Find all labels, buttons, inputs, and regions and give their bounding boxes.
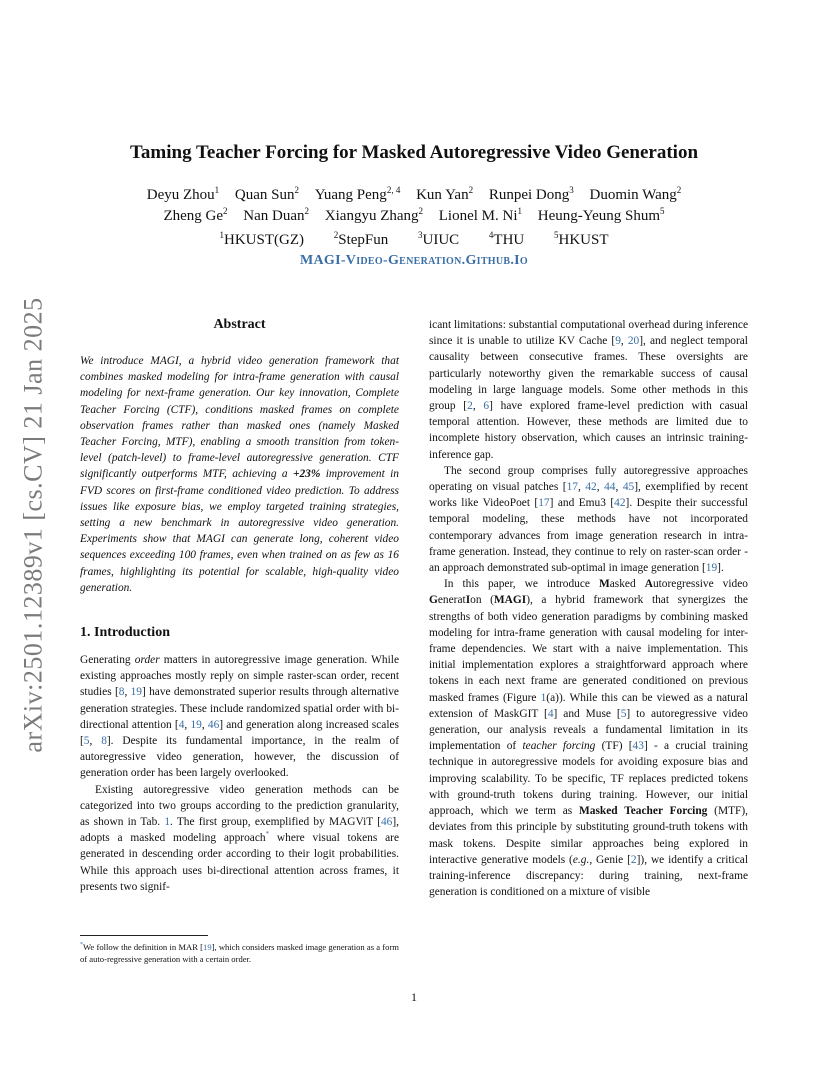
author: Kun Yan$^2$ [416,185,474,203]
citation-link[interactable]: 46 [207,718,220,731]
arxiv-identifier-stamp [16,290,52,760]
affiliation: $^4$THU [488,230,525,248]
citation-link[interactable]: 9 [615,335,621,348]
abstract-highlight: +23% [292,468,321,481]
citation-link[interactable]: 45 [622,481,635,494]
citation-link[interactable]: 19 [705,562,718,575]
citation-link[interactable]: 17 [538,497,550,510]
author-line-1 [70,185,758,206]
page-number: 1 [411,990,417,1004]
citation-link[interactable]: 43 [632,740,644,753]
abstract-text: We introduce MAGI, a hybrid video generation framework that combines masked modeling for intra-frame generation with causal modeling for next-frame generation. Our key innovation, Complete Teacher Forcing (CTF), conditions masked frames on complete observation frames rather than masked ones (namely Masked Teacher Forcing, MTF), enabling a smooth transition from token-level (patch-level) to frame-level autoregressive generation. CTF significantly outperforms MTF, achieving a +23% improvement in FVD scores on first-frame conditioned video prediction. To address issues like exposure bias, we employ targeted training strategies, setting a new benchmark in autoregressive video generation. Experiments show that MAGI can generate long, coherent video sequences exceeding 100 frames, even when trained on as few as 16 frames, highlighting its potential for scalable, high-quality video generation. [80,355,399,594]
mtf-term: Masked Teacher Forcing [579,805,708,818]
table-reference-link[interactable]: 1 [164,816,171,829]
introduction-heading: 1. Introduction [80,625,170,641]
author: Duomin Wang$^2$ [589,185,682,203]
citation-link[interactable]: 8 [118,686,125,699]
arxiv-stamp-text: arXiv:2501.12389v1 [cs.CV] 21 Jan 2025 [19,297,48,753]
citation-link[interactable]: 46 [380,816,393,829]
footnote-mark: * [80,942,83,948]
author: Heung-Yeung Shum$^5$ [537,206,665,224]
intro-paragraph: Generating order matters in autoregressive image generation. While existing approaches mostly reply on simple raster-scan order, recent studies [8, 19] have demonstrated superior results through alternative generation strategies. These include randomized spatial order with bi-directional attention [4, 19, 46] and generation along increased scales [5, 8]. Despite its fundamental importance, in the realm of autoregressive video generation, however, the discussion of generation order has been largely overlooked. [80,654,400,780]
citation-link[interactable]: 42 [614,497,626,510]
citation-link[interactable]: 42 [585,481,597,494]
citation-link[interactable]: 20 [627,335,640,348]
citation-link[interactable]: 4 [547,707,554,720]
citation-link[interactable]: 19 [190,718,202,731]
citation-link[interactable]: 19 [203,941,212,952]
figure-reference-link[interactable]: 1 [540,691,547,704]
paper-title: Taming Teacher Forcing for Masked Autoregressive Video Generation [129,142,699,163]
author-list [70,185,758,227]
body-paragraph: icant limitations: substantial computational overhead during inference since it is unable to utilize KV Cache [9, 20], and neglect temporal causality between consecutive frames. These oversights are particularly noteworthy given the remarkable success of causal modeling in large language models. Some other methods in this group [2, 6] have explored frame-level prediction with casual temporal attention. However, these methods are limited due to incomplete history observation, which causes an intrinsic training-inference gap. [429,319,748,461]
affiliation: $^5$HKUST [554,230,609,248]
project-page-link[interactable]: MAGI-Video-Generation.Github.Io [299,253,529,268]
footnote-marker[interactable]: * [265,830,270,839]
citation-link[interactable]: 8 [101,735,107,748]
author: Lionel M. Ni$^1$ [438,206,523,224]
author: Deyu Zhou$^1$ [146,185,220,203]
paper-header [70,140,758,271]
citation-link[interactable]: 5 [620,707,627,720]
citation-link[interactable]: 19 [130,686,142,699]
footnote: *We follow the definition in MAR [19], which considers masked image generation as a form of auto-regressive generation with a certain order. [80,941,399,964]
author: Quan Sun$^2$ [234,185,299,203]
citation-link[interactable]: 2 [467,400,473,413]
affiliation: $^1$HKUST(GZ) [219,230,304,248]
intro-paragraph: Existing autoregressive video generation methods can be categorized into two groups according to the prediction granularity, as shown in Tab. 1. The first group, exemplified by MAGViT [46], adopts a masked modeling approach* where visual tokens are generated in descending order according to their logit probabilities. While this approach uses bi-directional attention across frames, it presents two signif- [80,783,399,893]
citation-link[interactable]: 5 [83,735,90,748]
left-column [80,313,399,895]
author: Yuang Peng$^{2, 4}$ [314,185,401,203]
method-name: MAGI [493,594,527,607]
citation-link[interactable]: 2 [630,853,637,866]
abstract-heading: Abstract [213,317,266,332]
author: Runpei Dong$^3$ [488,185,574,203]
affiliation: $^2$StepFun [333,230,389,248]
citation-link[interactable]: 6 [483,400,490,413]
author: Nan Duan$^2$ [243,206,310,224]
right-column [429,317,748,900]
citation-link[interactable]: 4 [178,718,185,731]
affiliation: $^3$UIUC [418,230,460,248]
body-paragraph: The second group comprises fully autoregressive approaches operating on visual patches [17, 42, 44, 45], exemplified by recent works like VideoPoet [17] and Emu3 [42]. Despite their successful temporal modeling, these methods have not incorporated contemporary advances from image generation research in intra-frame generation. Instead, they continue to rely on raster-scan order - an approach demonstrated sub-optimal in image generation [19]. [429,464,748,575]
body-paragraph: In this paper, we introduce Masked Autoregressive video GeneratIon (MAGI), a hybrid framework that synergizes the strengths of both video generation paradigms by combining masked modeling for intra-frame generation with causal modeling for inter-frame dependencies. We start with a naive implementation. This initial implementation explores a straightforward approach where tokens in each next frame are generated conditioned on previous masked frames (Figure 1(a)). While this can be viewed as a natural extension of MaskGIT [4] and Muse [5] to autoregressive video generation, our analysis reveals a fundamental limitation in its implementation of teacher forcing (TF) [43] - a crucial training technique in autoregressive models for avoiding exposure bias and improving scalability. To be specific, TF replaces predicted tokens with ground-truth tokens during training. However, our initial approach, which we term as Masked Teacher Forcing (MTF), deviates from this principle by substituting ground-truth tokens with mask tokens. Despite similar approaches being explored in interactive generative models (e.g., Genie [2]), we identify a critical training-inference discrepancy: during training, next-frame generation is conditioned on a mixture of visible [429,578,749,899]
footnote-divider [80,935,208,936]
affiliation-list [70,230,758,251]
author: Xiangyu Zhang$^2$ [324,206,424,224]
author-line-2 [70,206,758,227]
citation-link[interactable]: 17 [566,481,578,494]
citation-link[interactable]: 44 [604,481,616,494]
author: Zheng Ge$^2$ [163,206,228,224]
